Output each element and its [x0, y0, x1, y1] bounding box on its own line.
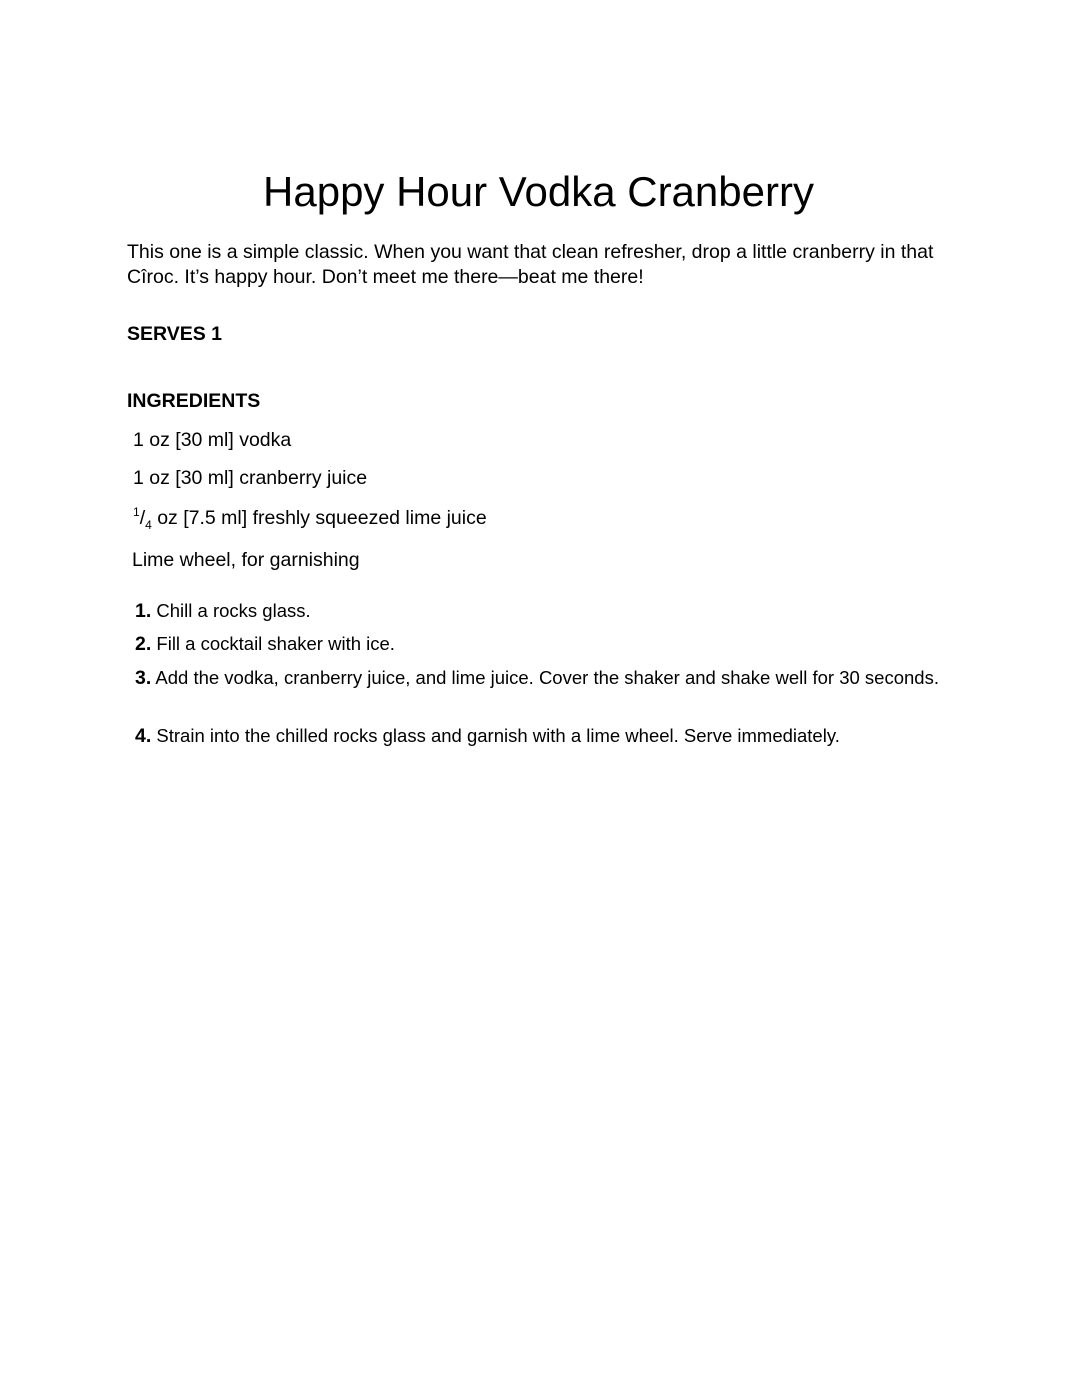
ingredient-text: oz [7.5 ml] freshly squeezed lime juice: [151, 507, 487, 529]
fraction-denominator: 4: [145, 518, 152, 532]
step-item: [135, 598, 950, 624]
ingredient-item: 1 oz [30 ml] vodka: [133, 429, 292, 451]
fraction-numerator: 1: [133, 505, 140, 519]
step-item: [135, 631, 950, 657]
ingredient-item: [133, 506, 487, 531]
step-text: Fill a cocktail shaker with ice.: [156, 633, 395, 654]
fraction-slash: /: [139, 507, 146, 529]
step-text: Strain into the chilled rocks glass and garnish with a lime wheel. Serve immediately.: [156, 725, 840, 746]
ingredient-item: Lime wheel, for garnishing: [132, 549, 360, 571]
step-number: 1.: [135, 600, 152, 622]
ingredients-heading: INGREDIENTS: [127, 390, 261, 412]
step-text: Add the vodka, cranberry juice, and lime juice. Cover the shaker and shake well for 30 seconds.: [155, 667, 939, 688]
step-number: 2.: [135, 633, 152, 655]
fraction: [133, 505, 152, 532]
step-item: [135, 723, 950, 749]
recipe-title: Happy Hour Vodka Cranberry: [263, 168, 814, 215]
serves-heading: SERVES 1: [127, 323, 223, 345]
ingredient-item: 1 oz [30 ml] cranberry juice: [133, 467, 368, 489]
step-number: 4.: [135, 725, 152, 747]
step-number: 3.: [135, 667, 152, 689]
step-item: [135, 665, 950, 691]
recipe-intro: This one is a simple classic. When you want that clean refresher, drop a little cranberry in that Cîroc. It’s happy hour. Don’t meet me there—beat me there!: [127, 241, 934, 288]
step-text: Chill a rocks glass.: [156, 600, 311, 621]
